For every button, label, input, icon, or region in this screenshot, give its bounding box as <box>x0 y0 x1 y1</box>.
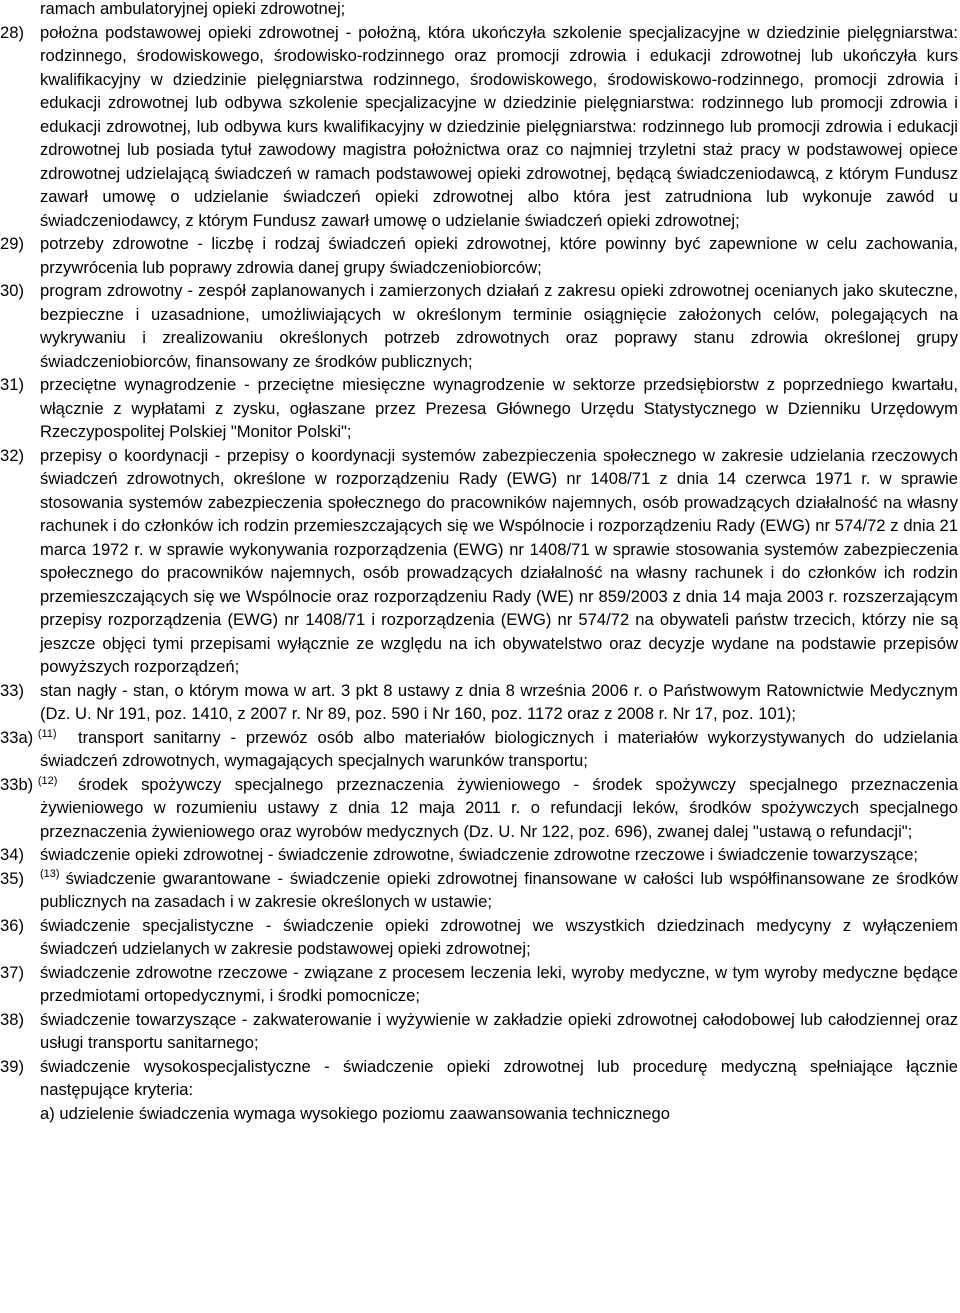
item-number: 39) <box>0 1056 24 1076</box>
definition-item-33b <box>0 773 958 844</box>
item-text: transport sanitarny - przewóz osób albo materiałów biologicznych i materiałów wykorzystywanych do udzielania świadczeń zdrowotnych, wymagających specjalnych warunków transportu; <box>40 727 958 770</box>
item-text: świadczenie specjalistyczne - świadczenie opieki zdrowotnej we wszystkich dziedzinach medycyny z wyłączeniem świadczeń udzielanych w zakresie podstawowej opieki zdrowotnej; <box>40 915 958 958</box>
item-number: 35) <box>0 868 24 888</box>
definition-item-31 <box>0 373 958 444</box>
item-text <box>40 867 958 914</box>
item-text-content: świadczenie gwarantowane - świadczenie opieki zdrowotnej finansowane w całości lub współfinansowane ze środków publicznych na zasadach i w zakresie określonych w ustawie; <box>40 868 958 911</box>
definition-item-37 <box>0 961 958 1008</box>
item-number: 37) <box>0 962 24 982</box>
item-text: przepisy o koordynacji - przepisy o koordynacji systemów zabezpieczenia społecznego w zakresie udzielania rzeczowych świadczeń zdrowotnych, określone w rozporządzeniu Rady (EWG) nr 1408/71 z dnia 14 czerwca 1971 r. w sprawie stosowania systemów zabezpieczenia społecznego do pracowników najemnych, osób prowadzących działalność na własny rachunek i do członków ich rodzin przemieszczających się we Wspólnocie i rozporządzeniu Rady (EWG) nr 574/72 z dnia 21 marca 1972 r. w sprawie wykonywania rozporządzenia (EWG) nr 1408/71 w sprawie stosowania systemów zabezpieczenia społecznego do pracowników najemnych, osób prowadzących działalność na własny rachunek i do członków ich rodzin przemieszczających się we Wspólnocie oraz rozporządzeniu Rady (WE) nr 859/2003 z dnia 14 maja 2003 r. rozszerzającym przepisy rozporządzenia (EWG) nr 1408/71 i rozporządzenia (EWG) nr 574/72 na obywateli państw trzecich, którzy nie są jeszcze objęci tymi przepisami wyłącznie ze względu na ich obywatelstwo oraz decyzje wydane na podstawie przepisów powyższych rozporządzeń; <box>40 445 958 676</box>
item-text: przeciętne wynagrodzenie - przeciętne miesięczne wynagrodzenie w sektorze przedsiębiorstw z poprzedniego kwartału, włącznie z wypłatami z zysku, ogłaszane przez Prezesa Głównego Urzędu Statystycznego w Dzienniku Urzędowym Rzeczypospolitej Polskiej "Monitor Polski"; <box>40 375 958 441</box>
item-number-label: 33a) <box>0 727 34 747</box>
item-number: 28) <box>0 22 24 42</box>
item-number: 34) <box>0 845 24 864</box>
definition-item-34 <box>0 843 958 867</box>
definition-item-35 <box>0 867 958 914</box>
item-number: 36) <box>0 915 24 935</box>
definition-item-33a <box>0 726 958 773</box>
item-text: program zdrowotny - zespół zaplanowanych i zamierzonych działań z zakresu opieki zdrowotnej ocenianych jako skuteczne, bezpieczne i uzasadnione, umożliwiających w określonym terminie osiągnięcie założonych celów, polegających na wykrywaniu i zrealizowaniu określonych potrzeb zdrowotnych oraz poprawy stanu zdrowia określonej grupy świadczeniobiorców, finansowany ze środków publicznych; <box>40 281 958 371</box>
footnote-marker: (13) <box>40 867 60 880</box>
definition-item-33 <box>0 679 958 726</box>
continued-text-line: ramach ambulatoryjnej opieki zdrowotnej; <box>40 0 346 18</box>
definition-item-39 <box>0 1055 958 1102</box>
item-number-label: 33b) <box>0 774 34 794</box>
item-number: 38) <box>0 1009 24 1029</box>
item-number: 30) <box>0 281 24 300</box>
item-text: położna podstawowej opieki zdrowotnej - położną, która ukończyła szkolenie specjalizacyjne w dziedzinie pielęgniarstwa: rodzinnego, środowiskowego, środowisko-rodzinnego oraz promocji zdrowia i edukacji zdrowotnej lub ukończyła kurs kwalifikacyjny w dziedzinie pielęgniarstwa rodzinnego, środowiskowego, środowiskowo-rodzinnego, promocji zdrowia i edukacji zdrowotnej lub odbywa szkolenie specjalizacyjne w dziedzinie pielęgniarstwa: rodzinnego lub promocji zdrowia i edukacji zdrowotnej, lub odbywa kurs kwalifikacyjny w dziedzinie pielęgniarstwa: rodzinnego lub promocji zdrowia i edukacji zdrowotnej lub posiada tytuł zawodowy magistra położnictwa oraz co najmniej trzyletni staż pracy w podstawowej opiece zdrowotnej udzielającą świadczeń w ramach podstawowej opieki zdrowotnej, będącą świadczeniodawcą, z którym Fundusz zawarł umowę o udzielanie świadczeń opieki zdrowotnej albo która jest zatrudniona lub wykonuje zawód u świadczeniodawcy, z którym Fundusz zawarł umowę o udzielanie świadczeń opieki zdrowotnej; <box>40 22 958 230</box>
definition-item-32 <box>0 444 958 679</box>
item-text: potrzeby zdrowotne - liczbę i rodzaj świadczeń opieki zdrowotnej, które powinny być zapewnione w celu zachowania, przywrócenia lub poprawy zdrowia danej grupy świadczeniobiorców; <box>40 234 958 277</box>
definition-item-30 <box>0 279 958 373</box>
footnote-marker: (12) <box>37 774 58 787</box>
item-number: 32) <box>0 445 24 465</box>
definition-item-38 <box>0 1008 958 1055</box>
item-text: świadczenie zdrowotne rzeczowe - związane z procesem leczenia leki, wyroby medyczne, w tym wyroby medyczne będące przedmiotami ortopedycznymi, i środki pomocnicze; <box>40 962 958 1005</box>
footnote-marker: (11) <box>37 727 57 740</box>
definition-item-29 <box>0 232 958 279</box>
item-number: 31) <box>0 375 24 394</box>
item-text: świadczenie wysokospecjalistyczne - świadczenie opieki zdrowotnej lub procedurę medyczną spełniające łącznie następujące kryteria: <box>40 1056 958 1099</box>
item-text: stan nagły - stan, o którym mowa w art. 3 pkt 8 ustawy z dnia 8 września 2006 r. o Państwowym Ratownictwie Medycznym (Dz. U. Nr 191, poz. 1410, z 2007 r. Nr 89, poz. 590 i Nr 160, poz. 1172 oraz z 2008 r. Nr 17, poz. 101); <box>40 680 958 723</box>
item-number: 29) <box>0 234 24 253</box>
definition-item-28 <box>0 21 958 233</box>
item-number: 33) <box>0 680 24 700</box>
item-text: świadczenie opieki zdrowotnej - świadczenie zdrowotne, świadczenie zdrowotne rzeczowe i świadczenie towarzyszące; <box>40 845 919 864</box>
item-text: świadczenie towarzyszące - zakwaterowanie i wyżywienie w zakładzie opieki zdrowotnej całodobowej lub całodziennej oraz usługi transportu sanitarnego; <box>40 1009 958 1052</box>
definition-item-36 <box>0 914 958 961</box>
item-text: środek spożywczy specjalnego przeznaczenia żywieniowego - środek spożywczy specjalnego przeznaczenia żywieniowego w rozumieniu ustawy z dnia 12 maja 2011 r. o refundacji leków, środków spożywczych specjalnego przeznaczenia żywieniowego oraz wyrobów medycznych (Dz. U. Nr 122, poz. 696), zwanej dalej "ustawą o refundacji"; <box>40 774 958 841</box>
sub-item-a: a) udzielenie świadczenia wymaga wysokiego poziomu zaawansowania technicznego <box>40 1103 670 1123</box>
